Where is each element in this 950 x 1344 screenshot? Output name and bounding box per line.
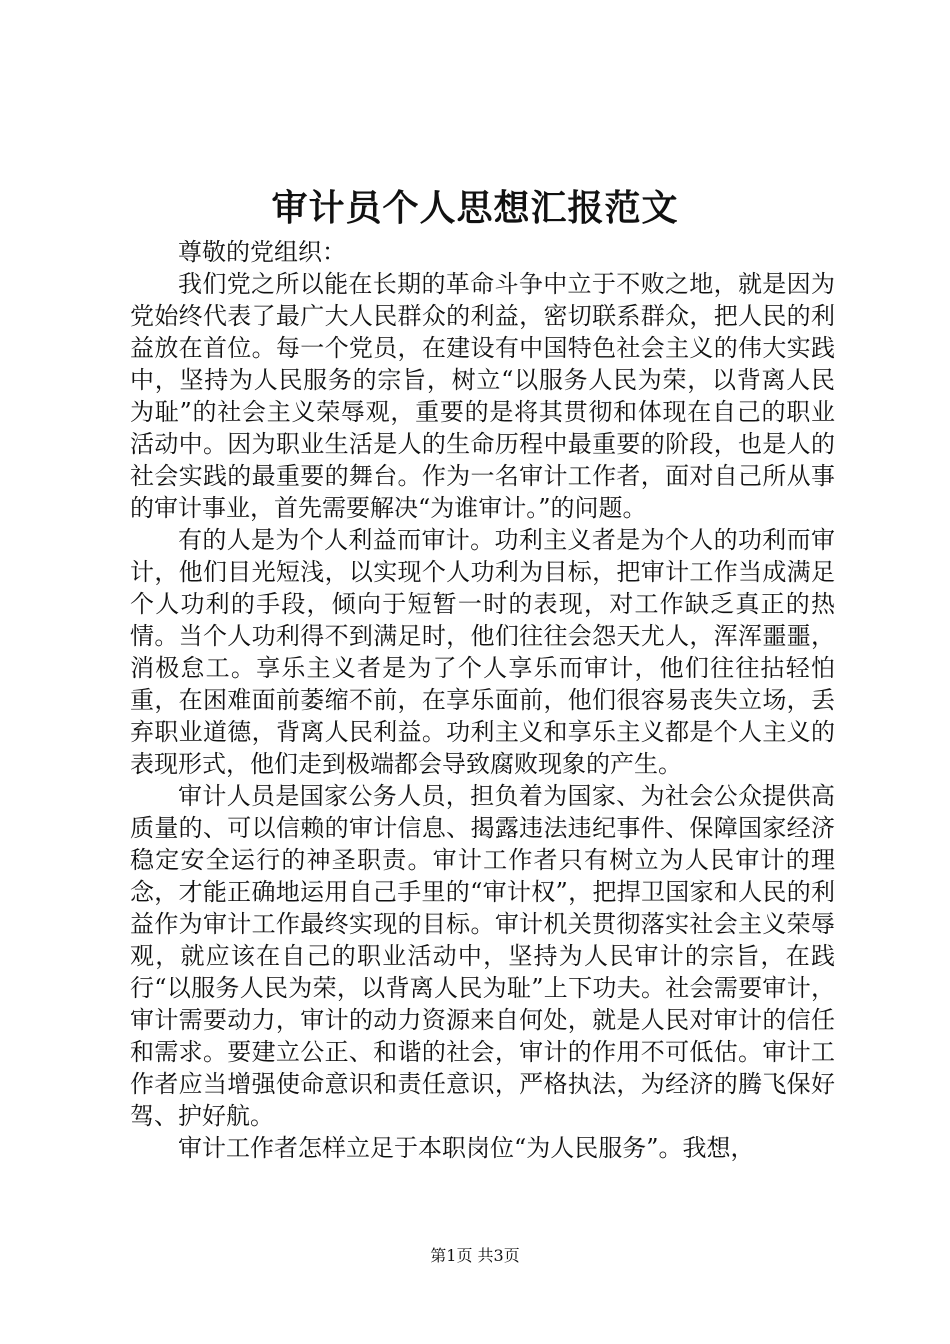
document-body: [130, 236, 835, 1164]
paragraph-1: 我们党之所以能在长期的革命斗争中立于不败之地，就是因为党始终代表了最广大人民群众的利益，密切联系群众，把人民的利益放在首位。每一个党员，在建设有中国特色社会主义的伟大实践中，坚持为人民服务的宗旨，树立“以服务人民为荣，以背离人民为耻”的社会主义荣辱观，重要的是将其贯彻和体现在自己的职业活动中。因为职业生活是人的生命历程中最重要的阶段，也是人的社会实践的最重要的舞台。作为一名审计工作者，面对自己所从事的审计事业，首先需要解决“为谁审计。”的问题。: [130, 270, 835, 522]
paragraph-3: 审计人员是国家公务人员，担负着为国家、为社会公众提供高质量的、可以信赖的审计信息、揭露违法违纪事件、保障国家经济稳定安全运行的神圣职责。审计工作者只有树立为人民审计的理念，才能正确地运用自己手里的“审计权”，把捍卫国家和人民的利益作为审计工作最终实现的目标。审计机关贯彻落实社会主义荣辱观，就应该在自己的职业活动中，坚持为人民审计的宗旨，在践行“以服务人民为荣，以背离人民为耻”上下功夫。社会需要审计，审计需要动力，审计的动力资源来自何处，就是人民对审计的信任和需求。要建立公正、和谐的社会，审计的作用不可低估。审计工作者应当增强使命意识和责任意识，严格执法，为经济的腾飞保好驾、护好航。: [130, 782, 835, 1130]
page-footer: 第1页 共3页: [430, 1246, 520, 1265]
paragraph-4: 审计工作者怎样立足于本职岗位“为人民服务”。我想，: [178, 1134, 755, 1162]
paragraph-2: 有的人是为个人利益而审计。功利主义者是为个人的功利而审计，他们目光短浅，以实现个人功利为目标，把审计工作当成满足个人功利的手段，倾向于短暂一时的表现，对工作缺乏真正的热情。当个人功利得不到满足时，他们往往会怨天尤人，浑浑噩噩，消极怠工。享乐主义者是为了个人享乐而审计，他们往往拈轻怕重，在困难面前萎缩不前，在享乐面前，他们很容易丧失立场，丢弃职业道德，背离人民利益。功利主义和享乐主义都是个人主义的表现形式，他们走到极端都会导致腐败现象的产生。: [130, 526, 835, 778]
salutation: 尊敬的党组织：: [178, 238, 346, 266]
document-title: 审计员个人思想汇报范文: [271, 187, 679, 229]
